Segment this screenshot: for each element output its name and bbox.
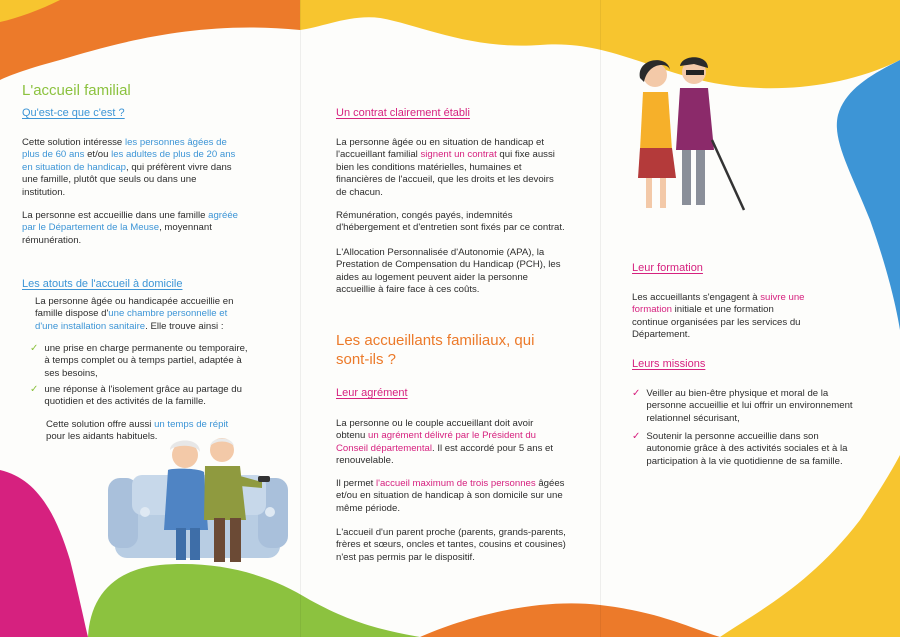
panel-fold-right — [600, 0, 601, 637]
section-title-who-are-they: Les accueillants familiaux, qui sont-ils ? — [336, 332, 535, 368]
elderly-couple-illustration — [108, 438, 288, 562]
paragraph-financial-aid: L'Allocation Personnalisée d'Autonomie (APA), la Prestation de Compensation du Handicap (PCH), les aides au logement peuvent aider la personne accueillie à faire face à ces coûts. — [336, 247, 561, 296]
subheading-training: Leur formation — [632, 262, 703, 274]
orange-wave-bottom — [420, 603, 720, 637]
list-item-text: Veiller au bien-être physique et moral de la personne accueillie et lui offrir un environnement relationnel sécurisant, — [646, 388, 853, 424]
checkmark-icon: ✓ — [632, 431, 641, 442]
checkmark-icon: ✓ — [30, 384, 39, 395]
list-item-text: Soutenir la personne accueillie dans son autonomie grâce à des activités sociales et à la participation à la vie quotidienne de sa famille. — [646, 431, 848, 467]
checkmark-icon: ✓ — [632, 388, 641, 399]
panel-fold-left — [300, 0, 301, 637]
subheading-contract: Un contrat clairement établi — [336, 107, 470, 119]
paragraph-approval-granted: La personne ou le couple accueillant doit avoir obtenu un agrément délivré par le Président du Conseil départemental. Il est accordé pour 5 ans et renouvelable. — [336, 418, 554, 467]
subheading-approval: Leur agrément — [336, 387, 408, 399]
yellow-wave-bottom-right — [720, 455, 900, 637]
subheading-missions: Leurs missions — [632, 358, 706, 370]
list-item-text: une réponse à l'isolement grâce au partage du quotidien et des activités de la famille. — [44, 384, 242, 408]
paragraph-respite: Cette solution offre aussi un temps de répit pour les aidants habituels. — [46, 419, 229, 443]
paragraph-assets-intro: La personne âgée ou handicapée accueillie en famille dispose d'une chambre personnelle et d'une installation sanitaire. Elle trouve ainsi : — [35, 296, 234, 332]
green-wave-bottom-left — [88, 564, 420, 637]
orange-wave-top-left — [0, 0, 300, 80]
checkmark-icon: ✓ — [30, 343, 39, 354]
paragraph-remuneration: Rémunération, congés payés, indemnités d'hébergement et d'entretien sont fixés par ce contrat. — [336, 210, 565, 234]
paragraph-close-relative: L'accueil d'un parent proche (parents, grands-parents, frères et sœurs, oncles et tantes, cousins et cousines) n'est pas permis par le dispositif. — [336, 527, 566, 563]
paragraph-target-audience: Cette solution intéresse les personnes âgées de plus de 60 ans et/ou les adultes de plus de 20 ans en situation de handicap, qui préfèrent vivre dans une famille, plutôt que seuls ou dans une institution. — [22, 137, 236, 198]
pink-shape-bottom-left — [0, 470, 88, 637]
paragraph-training: Les accueillants s'engagent à suivre une formation initiale et une formation continue organisées par les services du Département. — [632, 292, 805, 341]
list-item-text: une prise en charge permanente ou temporaire, à temps complet ou à temps partiel, adaptée à ses besoins, — [44, 343, 248, 379]
blue-shape-right — [837, 60, 900, 330]
paragraph-approved-family: La personne est accueillie dans une famille agréée par le Département de la Meuse, moyennant rémunération. — [22, 210, 239, 246]
list-item — [30, 384, 250, 409]
subheading-what-is-it: Qu'est-ce que c'est ? — [22, 107, 125, 119]
list-item — [632, 388, 857, 425]
list-item — [30, 343, 250, 380]
list-item — [632, 431, 857, 468]
subheading-assets: Les atouts de l'accueil à domicile — [22, 278, 183, 290]
section-title-accueil-familial: L'accueil familial — [22, 82, 131, 99]
paragraph-contract-signed: La personne âgée ou en situation de handicap et l'accueillant familial signent un contrat qui fixe aussi bien les conditions matérielles, humaines et financières de l'accueil, que les droits et les devoirs de chacun. — [336, 137, 555, 198]
paragraph-max-persons: Il permet l'accueil maximum de trois personnes âgées et/ou en situation de handicap à son domicile sur une même période. — [336, 478, 565, 514]
